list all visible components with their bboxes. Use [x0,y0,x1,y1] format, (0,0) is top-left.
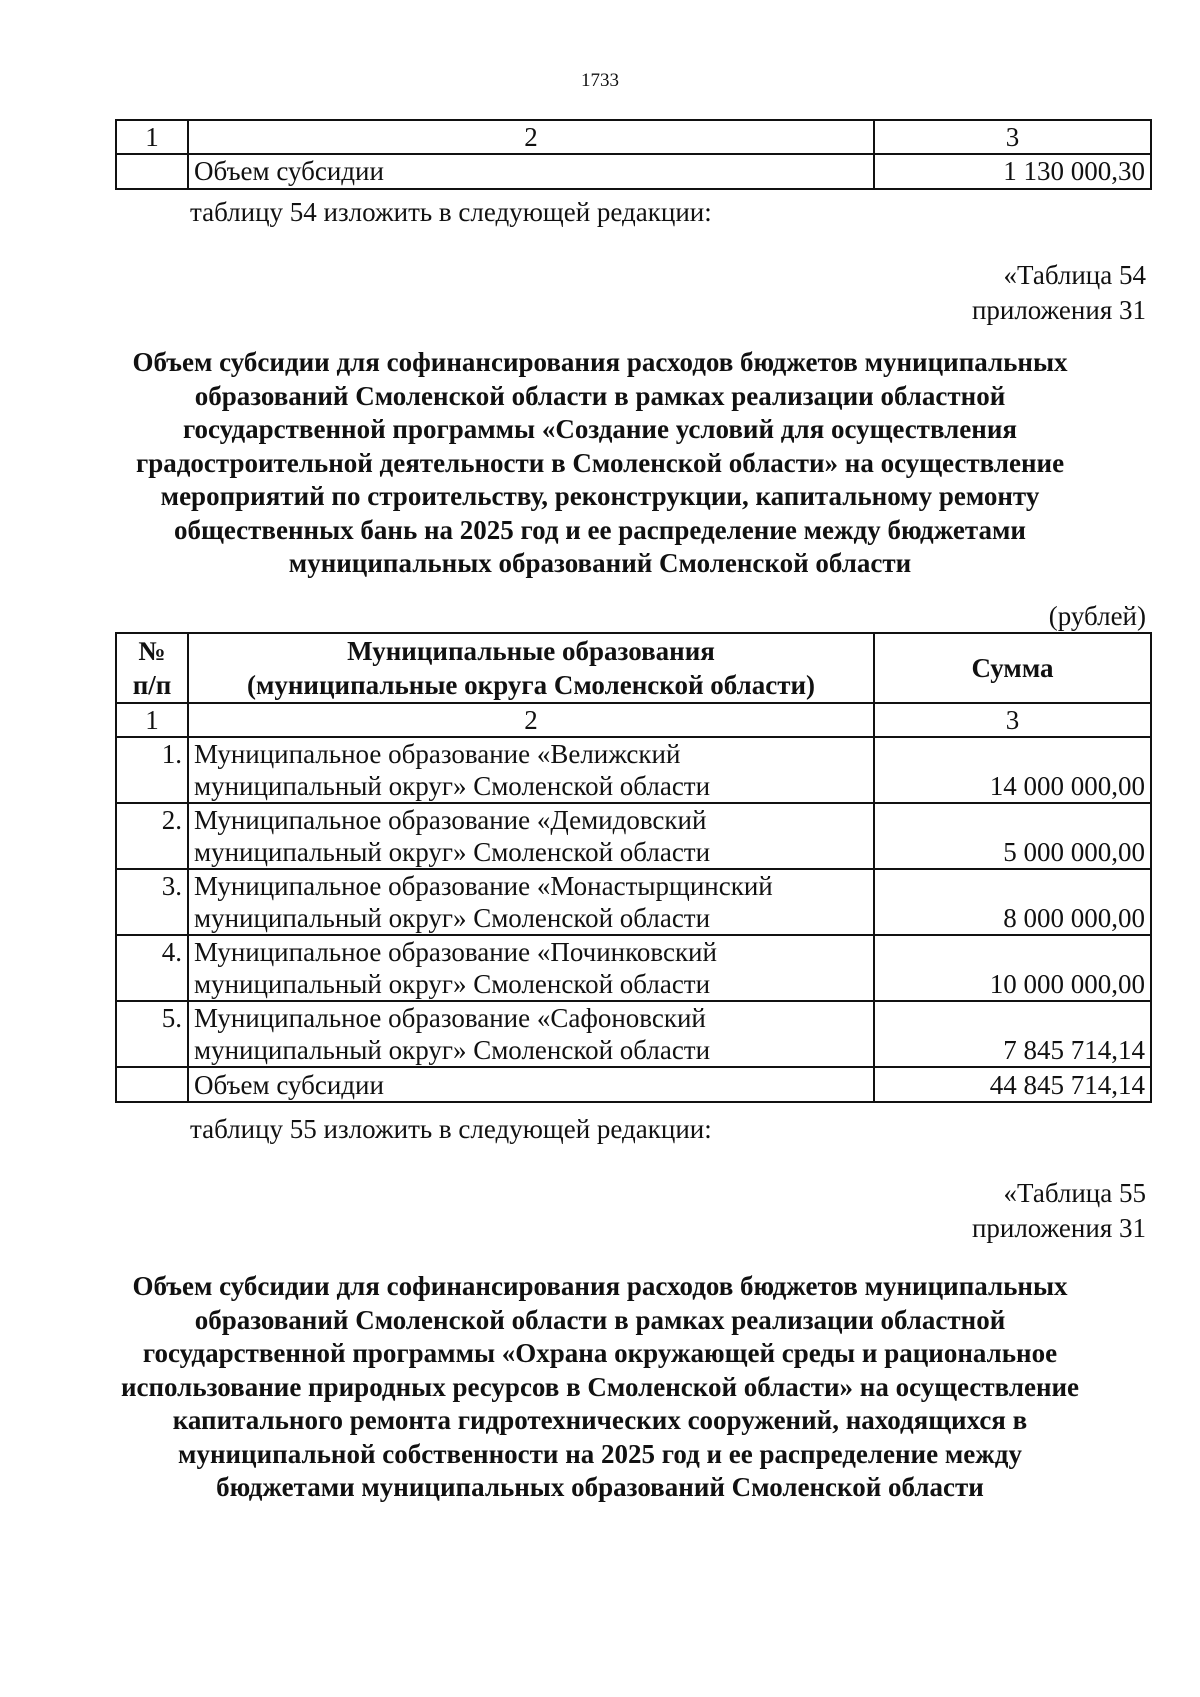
row-number: 3. [116,869,188,935]
title-line: общественных бань на 2025 год и ее распределение между бюджетами [174,514,1026,545]
municipality-line: муниципальный округ» Смоленской области [194,837,711,868]
row-number: 2. [116,803,188,869]
table-row [116,737,1151,803]
table-total-row [116,154,1151,188]
title-line: мероприятий по строительству, реконструкции, капитальному ремонту [160,481,1040,511]
total-label: Объем субсидии [188,154,874,188]
units-label: (рублей) [1048,601,1146,631]
table-55-title [120,1270,1080,1505]
total-label: Объем субсидии [188,1067,874,1102]
table-54-title [120,346,1080,581]
municipality-line: Муниципальное образование «Велижский [194,739,681,770]
table-ref-line: «Таблица 55 [1003,1178,1146,1208]
title-line: использование природных ресурсов в Смоленской области» на осуществление [120,1371,1080,1402]
table-index-row [116,703,1151,737]
title-line: градостроительной деятельности в Смоленской области» на осуществление [135,447,1065,478]
title-line: образований Смоленской области в рамках реализации областной [194,380,1006,411]
total-amount: 1 130 000,30 [874,154,1151,188]
intro-paragraph-54: таблицу 54 изложить в следующей редакции: [190,197,712,227]
col-index-1: 1 [116,703,188,737]
header-municipality [188,633,874,703]
page-number: 1733 [581,70,619,91]
title-line: капитального ремонта гидротехнических сооружений, находящихся в [172,1405,1028,1435]
empty-cell [116,1067,188,1102]
header-municipality-line: (муниципальные округа Смоленской области) [246,670,816,700]
title-line: бюджетами муниципальных образований Смоленской области [216,1472,984,1502]
table-index-row [116,120,1151,154]
municipality-line: Муниципальное образование «Монастырщинский [194,871,773,902]
row-number: 4. [116,935,188,1001]
row-municipality [188,737,874,803]
table-ref-line: приложения 31 [971,1213,1146,1243]
col-index-2: 2 [188,120,874,154]
row-municipality [188,935,874,1001]
title-line: государственной программы «Охрана окружающей среды и рациональное [142,1338,1058,1368]
title-line: муниципальной собственности на 2025 год и ее распределение между [178,1438,1022,1469]
table-ref-line: приложения 31 [971,295,1146,325]
row-amount: 8 000 000,00 [874,869,1151,935]
row-municipality [188,1001,874,1067]
municipality-line: муниципальный округ» Смоленской области [194,969,711,1000]
table-row [116,935,1151,1001]
row-amount: 5 000 000,00 [874,803,1151,869]
row-municipality [188,803,874,869]
total-amount: 44 845 714,14 [874,1067,1151,1102]
title-line: государственной программы «Создание условий для осуществления [182,414,1018,444]
municipality-line: муниципальный округ» Смоленской области [194,903,711,934]
col-index-1: 1 [116,120,188,154]
subsidy-table-54 [115,632,1152,1103]
municipality-line: Муниципальное образование «Починковский [194,937,717,968]
title-line: образований Смоленской области в рамках реализации областной [194,1304,1006,1335]
col-index-3: 3 [874,120,1151,154]
header-number [116,633,188,703]
row-number: 5. [116,1001,188,1067]
row-amount: 7 845 714,14 [874,1001,1151,1067]
municipality-line: Муниципальное образование «Демидовский [194,805,707,836]
table-row [116,803,1151,869]
table-header-row [116,633,1151,703]
table-ref-line: «Таблица 54 [1003,260,1146,290]
title-line: муниципальных образований Смоленской области [288,548,912,578]
municipality-line: муниципальный округ» Смоленской области [194,771,711,802]
table-total-row [116,1067,1151,1102]
col-index-3: 3 [874,703,1151,737]
table-row [116,869,1151,935]
table-row [116,1001,1151,1067]
row-municipality [188,869,874,935]
header-number-line: № [138,636,166,666]
row-amount: 10 000 000,00 [874,935,1151,1001]
header-number-line: п/п [132,670,172,700]
municipality-line: муниципальный округ» Смоленской области [194,1035,711,1066]
title-line: Объем субсидии для софинансирования расходов бюджетов муниципальных [132,347,1068,377]
empty-cell [116,154,188,188]
row-number: 1. [116,737,188,803]
table-55-reference [972,1176,1146,1246]
intro-paragraph-55: таблицу 55 изложить в следующей редакции: [190,1114,712,1144]
title-line: Объем субсидии для софинансирования расходов бюджетов муниципальных [132,1271,1068,1301]
header-municipality-line: Муниципальные образования [347,636,715,666]
table-54-reference [972,258,1146,328]
continuation-table [115,119,1152,190]
header-sum: Сумма [874,633,1151,703]
municipality-line: Муниципальное образование «Сафоновский [194,1003,706,1034]
row-amount: 14 000 000,00 [874,737,1151,803]
col-index-2: 2 [188,703,874,737]
